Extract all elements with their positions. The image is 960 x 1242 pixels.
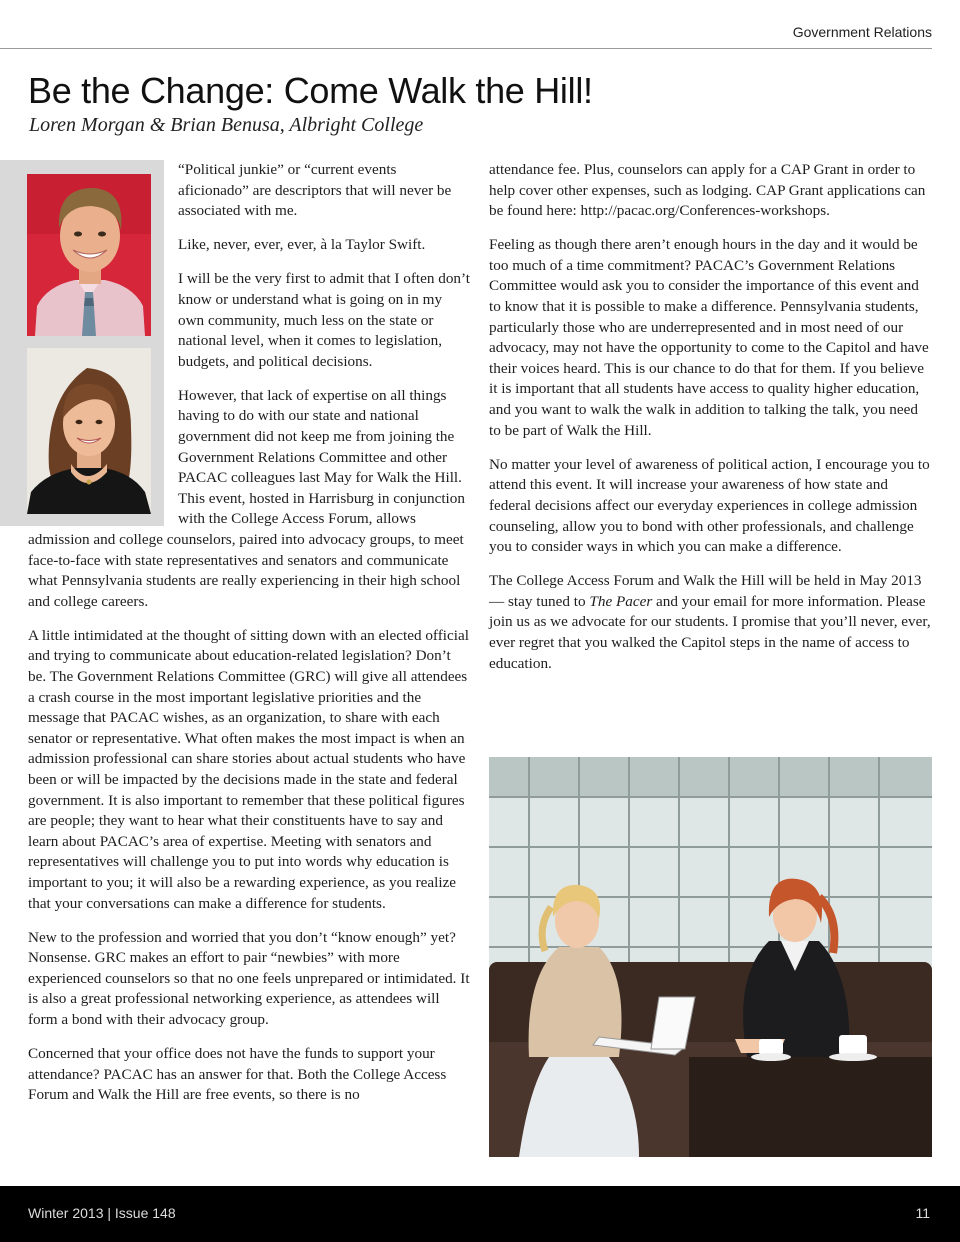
paragraph: However, that lack of expertise on all things having to do with our state and national government did not keep me from joining the Government Relations Committee and other PACAC colleagues last May for Walk the Hill. This event, hosted in Harrisburg in conjunction with the College Access Forum, allows admission and college counselors, paired into advocacy groups, to meet face-to-face with state representatives and senators and communicate what Pennsylvania students are really experiencing in their high school and college careers. (28, 386, 465, 610)
publication-name: The Pacer (589, 592, 653, 610)
paragraph: A little intimidated at the thought of sitting down with an elected official and trying to communicate about education-related legislation? Don’t be. The Government Relations Committee (GRC) will give all attendees a crash course in the most important legislative priorities and the message that PACAC wishes, as an organization, to share with each senator or representative. What often makes the most impact is when an admission professional can share stories about actual students who have been or will be impacted by the decisions made in the state and federal government. It is also important to remember that these political figures are people; they want to hear what their constituents have to say and learn about PACAC’s area of expertise. Meeting with senators and representatives will challenge you to put into words why education is important to you; it will also be a rewarding experience, as you realize that your conversations can make a difference for students. (28, 626, 469, 912)
paragraph: No matter your level of awareness of political action, I encourage you to attend this event. It will increase your awareness of how state and federal decisions affect our everyday experiences in college admission counseling, allow you to bond with other professionals, and challenge you to consider ways in which you can make a difference. (489, 455, 930, 556)
paragraph: I will be the very first to admit that I often don’t know or understand what is going on in my own community, much less on the state or national level, when it comes to legislation, budgets, and political decisions. (178, 270, 471, 370)
header-rule (0, 48, 932, 49)
article-column-right (489, 160, 931, 688)
paragraph: New to the profession and worried that you don’t “know enough” yet? Nonsense. GRC makes an effort to pair “newbies” with more experienced counselors so that no one feels unprepared or intimidated. It is also a great professional networking experience, as attendees will form a bond with their advocacy group. (28, 928, 470, 1029)
page-number: 11 (915, 1205, 930, 1221)
paragraph: Concerned that your office does not have the funds to support your attendance? PACAC has an answer for that. Both the College Access Forum and Walk the Hill are free events, so there is no (28, 1045, 447, 1104)
section-label: Government Relations (792, 24, 932, 40)
paragraph: attendance fee. Plus, counselors can apply for a CAP Grant in order to help cover other expenses, such as lodging. CAP Grant applications can be found here: http://pacac.org/Conferences-workshops. (489, 161, 926, 220)
closing-text-end: and your email for more information. Please join us as we advocate for our students. I promise that you’ll never, ever, ever regret that you walked the Capitol steps in the name of access to education. (489, 592, 931, 672)
article-column-left (28, 160, 471, 1119)
byline: Loren Morgan & Brian Benusa, Albright College (29, 114, 424, 136)
paragraph: Feeling as though there aren’t enough hours in the day and it would be too much of a time commitment? PACAC’s Government Relations Committee would ask you to consider the importance of this event and to know that it is possible to make a difference. Pennsylvania students, particularly those who are underrepresented and in most need of our advocacy, may not have the opportunity to come to the Capitol and have their voices heard. This is our chance to do that for them. If you believe it is important that all students have access to quality higher education, and you want to walk the walk in addition to talking the talk, you need to be part of Walk the Hill. (489, 236, 929, 439)
paragraph: Like, never, ever, ever, à la Taylor Swift. (178, 236, 426, 254)
closing-text-start: The College Access Forum and Walk the Hill will be held in May 2013 — stay tuned to (489, 572, 922, 610)
article-title: Be the Change: Come Walk the Hill! (28, 70, 593, 111)
issue-label: Winter 2013 | Issue 148 (28, 1205, 176, 1221)
photo-float-spacer (28, 160, 178, 526)
paragraph: “Political junkie” or “current events aficionado” are descriptors that will never be associated with me. (178, 161, 452, 220)
closing-paragraph (489, 571, 931, 674)
meeting-photo (489, 757, 932, 1157)
